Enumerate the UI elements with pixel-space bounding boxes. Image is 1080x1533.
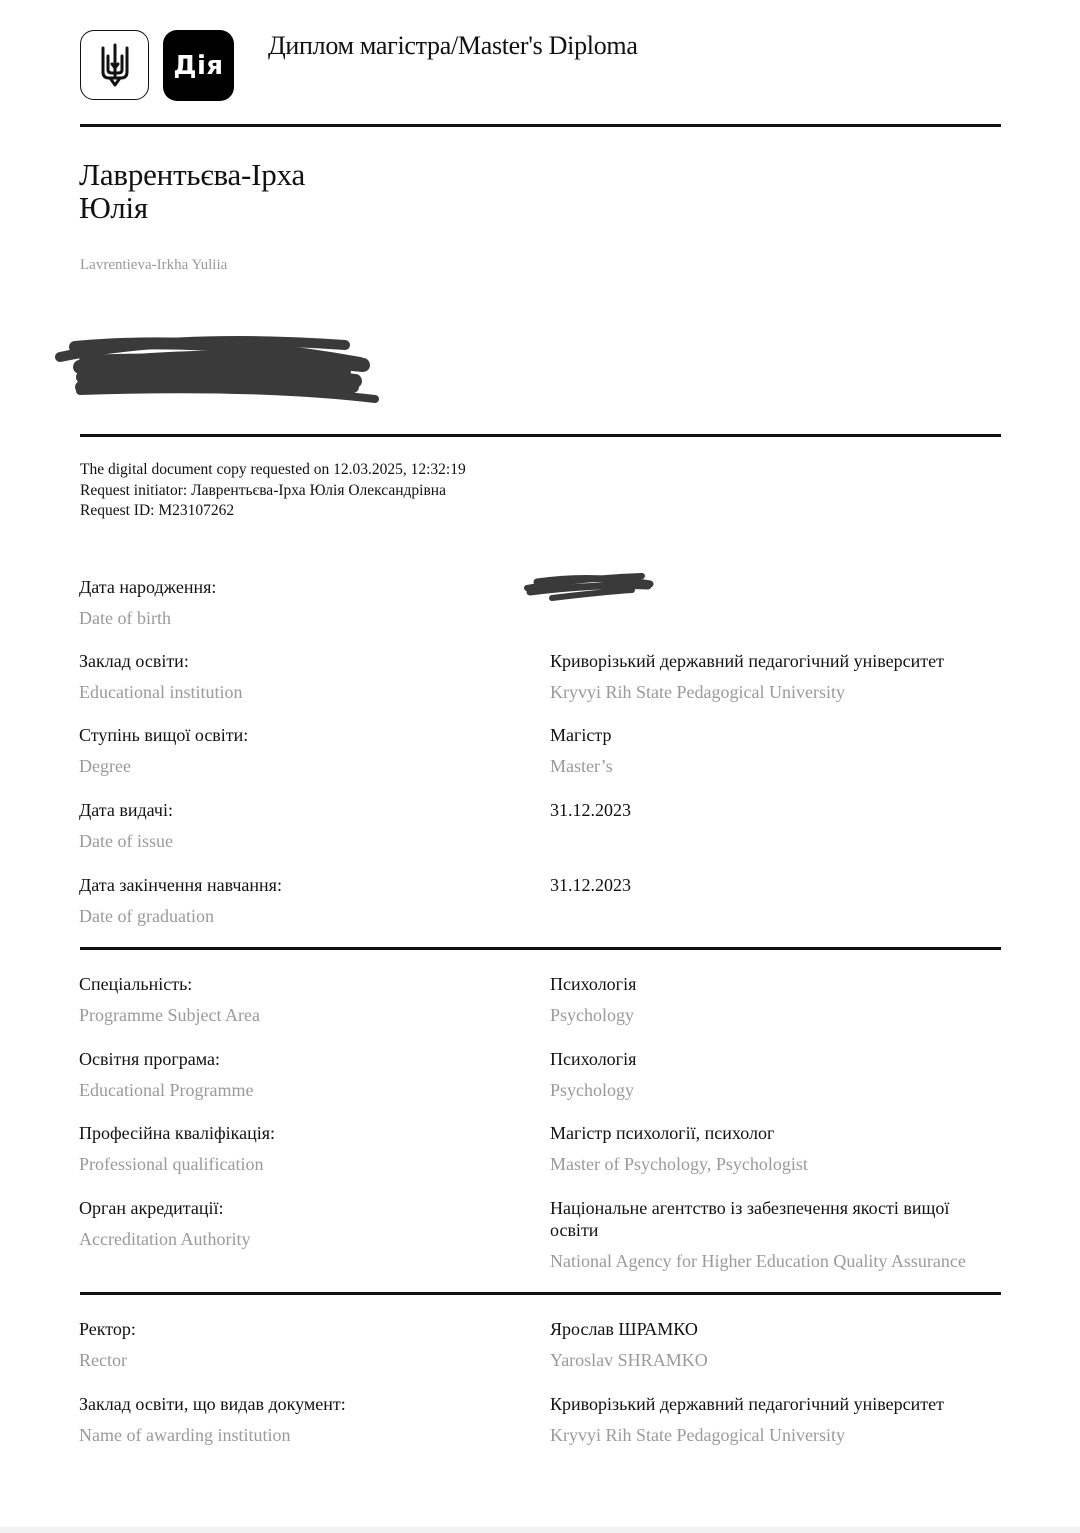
redaction-scribble (522, 570, 657, 606)
field-label-uk: Заклад освіти: (79, 651, 189, 671)
field-label-uk: Ректор: (79, 1319, 136, 1339)
field-value-uk: Магістр психології, психолог (550, 1123, 775, 1143)
field-label-uk: Ступінь вищої освіти: (79, 725, 249, 745)
field-value-en: Master of Psychology, Psychologist (550, 1154, 808, 1174)
field-label-uk: Заклад освіти, що видав документ: (79, 1394, 346, 1414)
ukraine-trident-icon (80, 30, 149, 100)
request-id: Request ID: M23107262 (80, 502, 235, 519)
divider (80, 434, 1001, 437)
field-value-uk: Національне агентство із забезпечення якості вищої освіти (550, 1198, 950, 1240)
field-label-en: Name of awarding institution (79, 1425, 291, 1445)
divider (80, 1292, 1001, 1295)
document-title: Диплом магістра/Master's Diploma (268, 31, 638, 60)
field-value-uk: 31.12.2023 (550, 800, 631, 820)
field-label-en: Date of birth (79, 608, 171, 628)
field-value-uk: Криворізький державний педагогічний університет (550, 651, 944, 671)
field-label-uk: Орган акредитації: (79, 1198, 224, 1218)
field-value-uk: 31.12.2023 (550, 875, 631, 895)
field-label-uk: Освітня програма: (79, 1049, 221, 1069)
field-label-uk: Дата закінчення навчання: (79, 875, 282, 895)
field-value-uk: Психологія (550, 974, 637, 994)
holder-name-uk (79, 158, 305, 224)
holder-name-uk-line1: Лаврентьєва-Ірха (79, 157, 306, 192)
field-value-en: Master’s (550, 756, 613, 776)
field-label-uk: Спеціальність: (79, 974, 193, 994)
redaction-scribble (55, 325, 385, 410)
page-bottom-edge (0, 1527, 1080, 1533)
request-date: The digital document copy requested on 12.03.2025, 12:32:19 (80, 461, 466, 478)
request-info (80, 460, 466, 522)
field-value-uk: Психологія (550, 1049, 637, 1069)
field-value-en: Kryvyi Rih State Pedagogical University (550, 1425, 845, 1445)
divider (80, 947, 1001, 950)
field-value-en: Kryvyi Rih State Pedagogical University (550, 682, 845, 702)
field-label-en: Rector (79, 1350, 127, 1370)
diia-logo: Дія (163, 30, 234, 101)
field-value-en: Yaroslav SHRAMKO (550, 1350, 708, 1370)
field-label-en: Date of graduation (79, 906, 214, 926)
field-label-en: Professional qualification (79, 1154, 264, 1174)
field-value-uk: Ярослав ШРАМКО (550, 1319, 698, 1339)
field-label-en: Degree (79, 756, 131, 776)
field-label-uk: Дата народження: (79, 577, 217, 597)
field-value-en: National Agency for Higher Education Quality Assurance (550, 1251, 966, 1271)
field-value-uk: Криворізький державний педагогічний університет (550, 1394, 944, 1414)
request-initiator: Request initiator: Лаврентьєва-Ірха Юлія Олександрівна (80, 481, 446, 499)
field-label-en: Date of issue (79, 831, 173, 851)
holder-name-en: Lavrentieva-Irkha Yuliia (80, 257, 228, 273)
field-label-en: Programme Subject Area (79, 1005, 260, 1025)
field-value-uk: Магістр (550, 725, 612, 745)
field-label-en: Accreditation Authority (79, 1229, 251, 1249)
field-label-uk: Професійна кваліфікація: (79, 1123, 276, 1143)
holder-name-uk-line2: Юлія (79, 190, 148, 225)
field-label-en: Educational Programme (79, 1080, 254, 1100)
field-value-en: Psychology (550, 1080, 635, 1100)
divider (80, 124, 1001, 127)
field-label-en: Educational institution (79, 682, 243, 702)
field-value-en: Psychology (550, 1005, 635, 1025)
field-label-uk: Дата видачі: (79, 800, 173, 820)
